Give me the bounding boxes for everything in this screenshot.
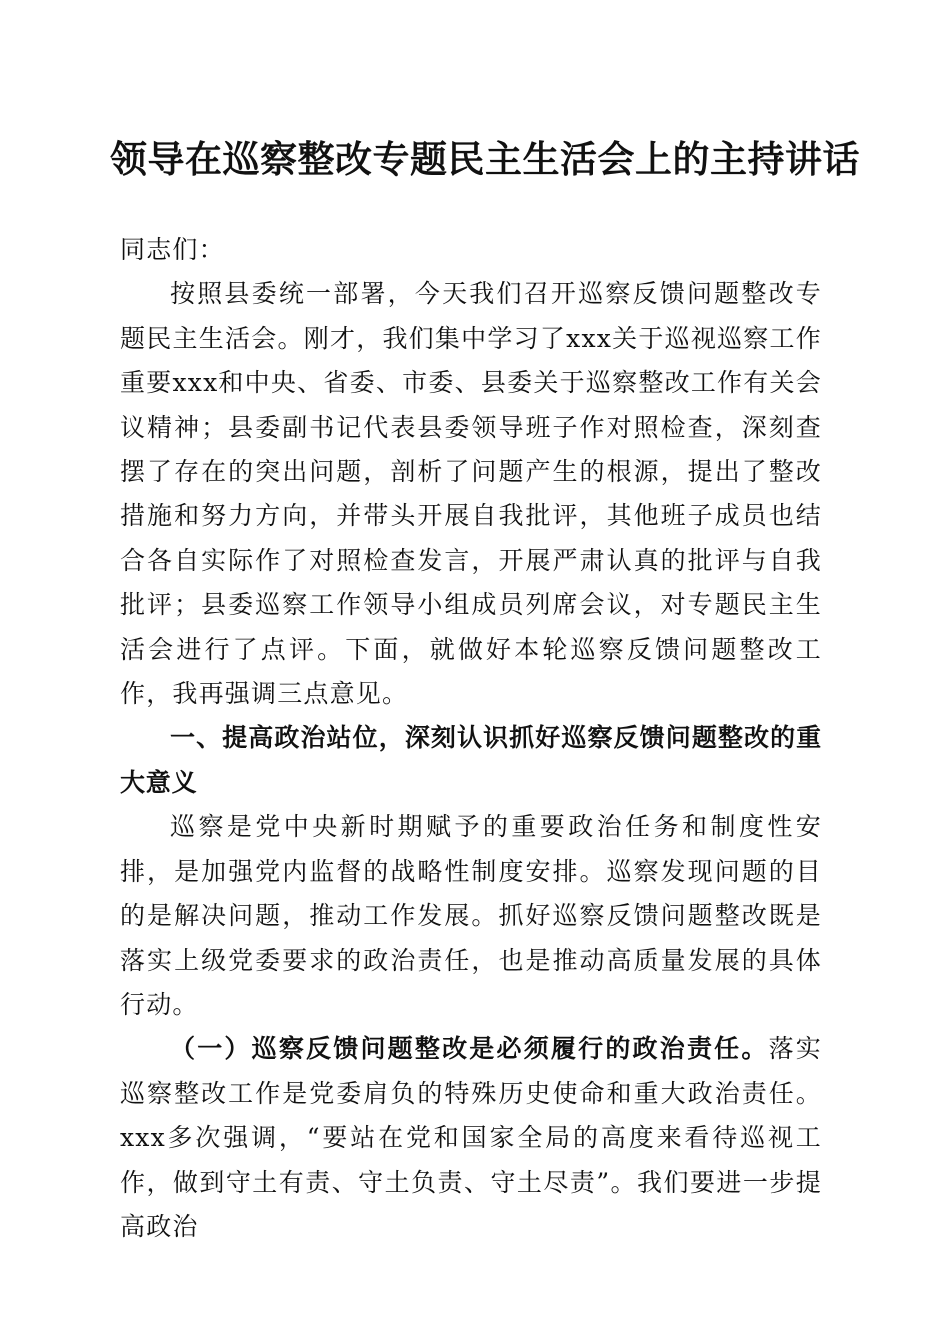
- document-title: 领导在巡察整改专题民主生活会上的主持讲话: [110, 137, 860, 181]
- section-one-paragraph: 巡察是党中央新时期赋予的重要政治任务和制度性安排，是加强党内监督的战略性制度安排。巡察发现问题的目的是解决问题，推动工作发展。抓好巡察反馈问题整改既是落实上级党委要求的政治责任，也是推动高质量发展的具体行动。: [120, 812, 822, 1019]
- document-body: [120, 228, 822, 1249]
- subsection-one-paragraph: [120, 1027, 822, 1249]
- intro-paragraph: 按照县委统一部署，今天我们召开巡察反馈问题整改专题民主生活会。刚才，我们集中学习了xxx关于巡视巡察工作重要xxx和中央、省委、市委、县委关于巡察整改工作有关会议精神；县委副书记代表县委领导班子作对照检查，深刻查摆了存在的突出问题，剖析了问题产生的根源，提出了整改措施和努力方向，并带头开展自我批评，其他班子成员也结合各自实际作了对照检查发言，开展严肃认真的批评与自我批评；县委巡察工作领导小组成员列席会议，对专题民主生活会进行了点评。下面，就做好本轮巡察反馈问题整改工作，我再强调三点意见。: [120, 279, 822, 709]
- section-heading-one: 一、提高政治站位，深刻认识抓好巡察反馈问题整改的重大意义: [120, 723, 822, 797]
- subsection-one-label: （一）巡察反馈问题整改是必须履行的政治责任。: [170, 1034, 769, 1064]
- salutation: 同志们：: [120, 235, 225, 264]
- subsection-one-text: 落实巡察整改工作是党委肩负的特殊历史使命和重大政治责任。xxx多次强调，“要站在党和国家全局的高度来看待巡视工作，做到守土有责、守土负责、守土尽责”。我们要进一步提高政治: [120, 1034, 823, 1241]
